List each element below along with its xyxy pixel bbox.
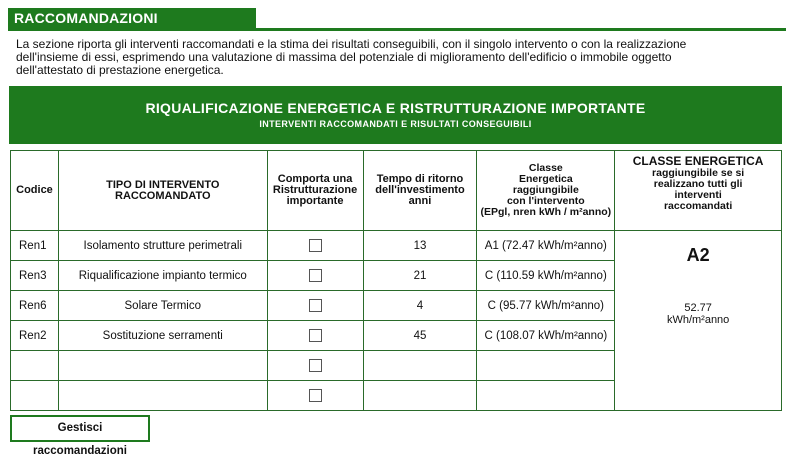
cell-tempo: 45	[363, 321, 477, 351]
cell-tempo: 4	[363, 291, 477, 321]
cell-tempo: 21	[363, 261, 477, 291]
cell-tempo	[363, 381, 477, 411]
ristrutturazione-checkbox[interactable]	[309, 239, 322, 252]
cell-tipo	[58, 381, 267, 411]
header-tipo: TIPO DI INTERVENTO RACCOMANDATO	[58, 151, 267, 231]
intro-text: La sezione riporta gli interventi raccomandati e la stima dei risultati conseguibili, con il singolo intervento o con la realizzazione dell'insieme di essi, esprimendo una valutazione di massima del potenziale di miglioramento dell'edificio o immobile oggetto dell'attestato di prestazione energetica.	[16, 37, 687, 77]
banner	[9, 86, 782, 144]
ristrutturazione-checkbox[interactable]	[309, 269, 322, 282]
ristrutturazione-checkbox[interactable]	[309, 359, 322, 372]
header-tempo: Tempo di ritorno dell'investimento anni	[363, 151, 477, 231]
cell-classe-totale	[615, 231, 782, 411]
header-codice: Codice	[11, 151, 59, 231]
ristrutturazione-checkbox[interactable]	[309, 329, 322, 342]
cell-codice	[11, 351, 59, 381]
cell-tipo: Isolamento strutture perimetrali	[58, 231, 267, 261]
cell-classe	[477, 351, 615, 381]
table-row	[11, 231, 782, 261]
header-classe: Classe Energetica raggiungibile con l'intervento (EPgl, nren kWh / m²anno)	[477, 151, 615, 231]
cell-tipo: Solare Termico	[58, 291, 267, 321]
cell-codice: Ren3	[11, 261, 59, 291]
classe-totale-value: A2	[686, 245, 710, 265]
cell-ristrutturazione	[267, 291, 363, 321]
section-header	[0, 8, 786, 30]
header-ristrutturazione: Comporta una Ristrutturazione importante	[267, 151, 363, 231]
cell-classe: C (110.59 kWh/m²anno)	[477, 261, 615, 291]
cell-ristrutturazione	[267, 351, 363, 381]
table-header-row	[11, 151, 782, 231]
ristrutturazione-checkbox[interactable]	[309, 389, 322, 402]
cell-codice: Ren2	[11, 321, 59, 351]
cell-ristrutturazione	[267, 381, 363, 411]
cell-ristrutturazione	[267, 231, 363, 261]
header-classe-totale-title: CLASSE ENERGETICA	[632, 154, 764, 168]
consumo-totale-value: 52.77	[684, 302, 712, 314]
cell-tempo	[363, 351, 477, 381]
cell-ristrutturazione	[267, 261, 363, 291]
header-classe-totale	[615, 151, 782, 231]
cell-tipo	[58, 351, 267, 381]
ristrutturazione-checkbox[interactable]	[309, 299, 322, 312]
cell-classe: C (108.07 kWh/m²anno)	[477, 321, 615, 351]
cell-classe: C (95.77 kWh/m²anno)	[477, 291, 615, 321]
cell-tempo: 13	[363, 231, 477, 261]
section-tab	[8, 8, 256, 30]
header-classe-totale-sub: raggiungibile se si realizzano tutti gli interventi raccomandati	[652, 167, 745, 212]
cell-tipo: Riqualificazione impianto termico	[58, 261, 267, 291]
cell-codice: Ren6	[11, 291, 59, 321]
banner-title: RIQUALIFICAZIONE ENERGETICA E RISTRUTTURAZIONE IMPORTANTE	[145, 100, 646, 116]
banner-subtitle: INTERVENTI RACCOMANDATI E RISULTATI CONSEGUIBILI	[259, 119, 532, 129]
cell-codice: Ren1	[11, 231, 59, 261]
consumo-totale-unit: kWh/m²anno	[666, 314, 730, 326]
cell-codice	[11, 381, 59, 411]
section-title: RACCOMANDAZIONI	[14, 10, 158, 26]
cell-classe	[477, 381, 615, 411]
manage-recommendations-button[interactable]: Gestisci raccomandazioni	[10, 415, 150, 442]
cell-tipo: Sostituzione serramenti	[58, 321, 267, 351]
cell-classe: A1 (72.47 kWh/m²anno)	[477, 231, 615, 261]
recommendations-table	[10, 150, 782, 411]
cell-ristrutturazione	[267, 321, 363, 351]
